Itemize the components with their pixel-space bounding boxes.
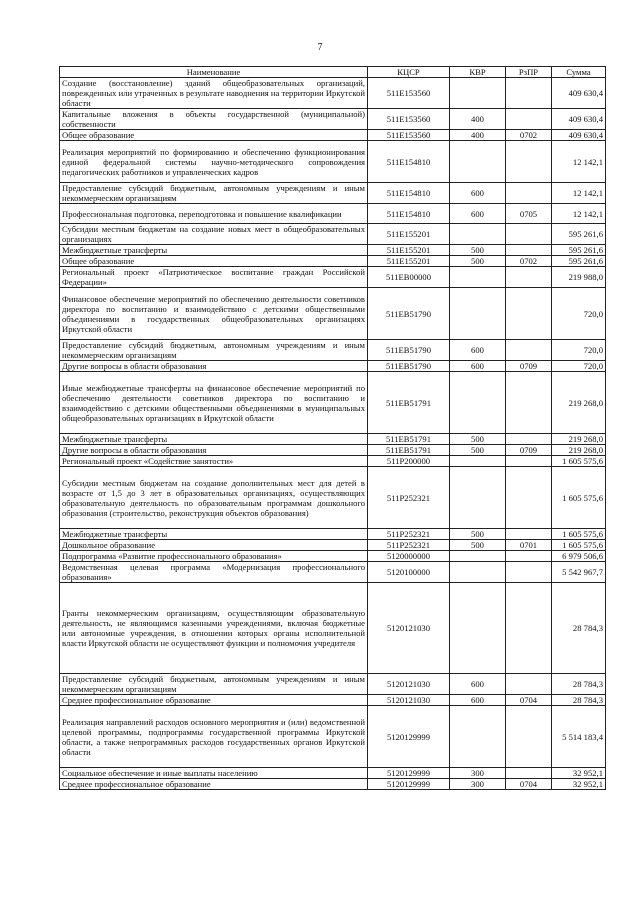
- row-sum: 595 261,6: [552, 256, 606, 267]
- row-sum: 720,0: [552, 288, 606, 340]
- row-name: Общее образование: [60, 256, 368, 267]
- table-row: [60, 768, 606, 779]
- table-row: [60, 183, 606, 204]
- row-kcsr: 511P200000: [368, 456, 450, 467]
- row-rzpr: [506, 109, 552, 130]
- row-rzpr: [506, 768, 552, 779]
- page-number: 7: [317, 42, 323, 53]
- row-kvr: 300: [450, 779, 506, 790]
- row-name: Другие вопросы в области образования: [60, 445, 368, 456]
- row-name: Межбюджетные трансферты: [60, 434, 368, 445]
- row-kvr: 600: [450, 361, 506, 372]
- row-name: Предоставление субсидий бюджетным, автономным учреждениям и иным некоммерческим организациям: [60, 183, 368, 204]
- row-rzpr: [506, 529, 552, 540]
- row-kvr: [450, 562, 506, 583]
- row-kvr: [450, 551, 506, 562]
- row-sum: 28 784,3: [552, 583, 606, 674]
- row-kcsr: 511EB51790: [368, 361, 450, 372]
- row-kvr: 600: [450, 340, 506, 361]
- row-sum: 12 142,1: [552, 183, 606, 204]
- row-kvr: 400: [450, 130, 506, 141]
- row-name: Социальное обеспечение и иные выплаты населению: [60, 768, 368, 779]
- row-rzpr: [506, 674, 552, 695]
- row-kcsr: 511P252321: [368, 467, 450, 529]
- row-sum: 720,0: [552, 361, 606, 372]
- header-sum: Сумма: [552, 67, 606, 78]
- row-name: Среднее профессиональное образование: [60, 779, 368, 790]
- row-kcsr: 511EB51791: [368, 445, 450, 456]
- row-rzpr: [506, 288, 552, 340]
- row-name: Профессиональная подготовка, переподготовка и повышение квалификации: [60, 204, 368, 224]
- table-row: [60, 445, 606, 456]
- row-kcsr: 511E154810: [368, 204, 450, 224]
- row-kcsr: 511E155201: [368, 245, 450, 256]
- row-kcsr: 5120129999: [368, 779, 450, 790]
- row-name: Создание (восстановление) зданий общеобразовательных организаций, поврежденных или утраченных в результате наводнения на территории Иркутской области: [60, 78, 368, 109]
- row-kvr: [450, 467, 506, 529]
- header-kcsr: КЦСР: [368, 67, 450, 78]
- table-row: [60, 204, 606, 224]
- row-rzpr: [506, 224, 552, 245]
- row-sum: 219 268,0: [552, 434, 606, 445]
- header-row: [60, 67, 606, 78]
- row-kcsr: 5120129999: [368, 706, 450, 768]
- row-rzpr: 0709: [506, 445, 552, 456]
- row-rzpr: [506, 467, 552, 529]
- row-sum: 5 542 967,7: [552, 562, 606, 583]
- row-kcsr: 511E153560: [368, 78, 450, 109]
- table-row: [60, 361, 606, 372]
- row-rzpr: [506, 456, 552, 467]
- row-kvr: 300: [450, 768, 506, 779]
- row-sum: 6 979 506,6: [552, 551, 606, 562]
- row-sum: 28 784,3: [552, 674, 606, 695]
- row-kvr: 500: [450, 256, 506, 267]
- row-name: Капитальные вложения в объекты государственной (муниципальной) собственности: [60, 109, 368, 130]
- row-kcsr: 511EB51790: [368, 288, 450, 340]
- row-kvr: [450, 267, 506, 288]
- row-kcsr: 511E155201: [368, 224, 450, 245]
- row-kcsr: 511EB51791: [368, 372, 450, 434]
- row-sum: 219 268,0: [552, 372, 606, 434]
- row-rzpr: [506, 340, 552, 361]
- row-kcsr: 511E154810: [368, 183, 450, 204]
- row-kvr: 500: [450, 245, 506, 256]
- row-kcsr: 511EB00000: [368, 267, 450, 288]
- row-rzpr: [506, 183, 552, 204]
- row-rzpr: [506, 562, 552, 583]
- table-row: [60, 540, 606, 551]
- row-sum: 595 261,6: [552, 245, 606, 256]
- row-kcsr: 5120000000: [368, 551, 450, 562]
- row-sum: 219 988,0: [552, 267, 606, 288]
- row-name: Межбюджетные трансферты: [60, 245, 368, 256]
- row-kcsr: 511E155201: [368, 256, 450, 267]
- table-row: [60, 78, 606, 109]
- table-row: [60, 245, 606, 256]
- header-rzpr: РзПР: [506, 67, 552, 78]
- table-body: [60, 78, 606, 790]
- table-row: [60, 224, 606, 245]
- row-name: Региональный проект «Содействие занятости»: [60, 456, 368, 467]
- row-kvr: [450, 372, 506, 434]
- row-rzpr: [506, 141, 552, 183]
- table-row: [60, 130, 606, 141]
- table-row: [60, 467, 606, 529]
- table-row: [60, 141, 606, 183]
- row-name: Подпрограмма «Развитие профессионального образования»: [60, 551, 368, 562]
- row-sum: 12 142,1: [552, 204, 606, 224]
- row-kcsr: 511P252321: [368, 540, 450, 551]
- row-name: Общее образование: [60, 130, 368, 141]
- row-rzpr: [506, 245, 552, 256]
- row-sum: 219 268,0: [552, 445, 606, 456]
- row-kvr: [450, 456, 506, 467]
- row-kcsr: 511E154810: [368, 141, 450, 183]
- row-rzpr: 0701: [506, 540, 552, 551]
- row-rzpr: [506, 372, 552, 434]
- table-row: [60, 288, 606, 340]
- row-kvr: 600: [450, 695, 506, 706]
- table-row: [60, 109, 606, 130]
- row-kcsr: 511E153560: [368, 109, 450, 130]
- row-name: Субсидии местным бюджетам на создание новых мест в общеобразовательных организациях: [60, 224, 368, 245]
- row-kvr: 500: [450, 445, 506, 456]
- row-name: Дошкольное образование: [60, 540, 368, 551]
- row-sum: 1 605 575,6: [552, 456, 606, 467]
- row-kvr: 400: [450, 109, 506, 130]
- table-row: [60, 551, 606, 562]
- row-rzpr: [506, 267, 552, 288]
- table-row: [60, 695, 606, 706]
- row-kcsr: 511E153560: [368, 130, 450, 141]
- row-sum: 409 630,4: [552, 130, 606, 141]
- table-row: [60, 372, 606, 434]
- row-sum: 5 514 183,4: [552, 706, 606, 768]
- row-kvr: [450, 706, 506, 768]
- table-row: [60, 340, 606, 361]
- row-kcsr: 511P252321: [368, 529, 450, 540]
- row-name: Предоставление субсидий бюджетным, автономным учреждениям и иным некоммерческим организациям: [60, 340, 368, 361]
- row-sum: 28 784,3: [552, 695, 606, 706]
- row-kcsr: 5120121030: [368, 674, 450, 695]
- row-sum: 32 952,1: [552, 768, 606, 779]
- header-kvr: КВР: [450, 67, 506, 78]
- row-sum: 409 630,4: [552, 109, 606, 130]
- row-kvr: 500: [450, 529, 506, 540]
- row-rzpr: 0705: [506, 204, 552, 224]
- row-sum: 1 605 575,6: [552, 540, 606, 551]
- row-name: Межбюджетные трансферты: [60, 529, 368, 540]
- row-kcsr: 511EB51791: [368, 434, 450, 445]
- row-kvr: [450, 583, 506, 674]
- row-sum: 32 952,1: [552, 779, 606, 790]
- row-kvr: [450, 78, 506, 109]
- row-kvr: 500: [450, 434, 506, 445]
- budget-table: [59, 66, 606, 790]
- row-name: Иные межбюджетные трансферты на финансовое обеспечение мероприятий по обеспечению деятельности советников директора по воспитанию и взаимодействию с детскими общественными объединениями в муниципальных общеобразовательных организациях в Иркутской области: [60, 372, 368, 434]
- row-sum: 1 605 575,6: [552, 529, 606, 540]
- row-sum: 409 630,4: [552, 78, 606, 109]
- header-name: Наименование: [60, 67, 368, 78]
- row-name: Гранты некоммерческим организациям, осуществляющим образовательную деятельность, не являющимся казенными учреждениями, включая бюджетные или автономные учреждения, в отношении которых органы исполнительной власти Иркутской области не осуществляют функции и полномочия учредителя: [60, 583, 368, 674]
- table-row: [60, 583, 606, 674]
- row-sum: 12 142,1: [552, 141, 606, 183]
- row-kcsr: 511EB51790: [368, 340, 450, 361]
- row-rzpr: 0702: [506, 130, 552, 141]
- row-name: Субсидии местным бюджетам на создание дополнительных мест для детей в возрасте от 1,5 до 3 лет в образовательных организациях, осуществляющих образовательную деятельность по образовательным программам дошкольного образования (строительство, реконструкция объектов образования): [60, 467, 368, 529]
- table-row: [60, 529, 606, 540]
- row-sum: 720,0: [552, 340, 606, 361]
- row-name: Предоставление субсидий бюджетным, автономным учреждениям и иным некоммерческим организациям: [60, 674, 368, 695]
- table-row: [60, 674, 606, 695]
- row-rzpr: 0702: [506, 256, 552, 267]
- row-kvr: 500: [450, 540, 506, 551]
- row-name: Среднее профессиональное образование: [60, 695, 368, 706]
- row-kcsr: 5120129999: [368, 768, 450, 779]
- table-row: [60, 456, 606, 467]
- row-rzpr: 0709: [506, 361, 552, 372]
- table-row: [60, 779, 606, 790]
- row-kvr: [450, 224, 506, 245]
- row-name: Реализация мероприятий по формированию и обеспечению функционирования единой федеральной системы научно-методического сопровождения педагогических работников и управленческих кадров: [60, 141, 368, 183]
- row-name: Другие вопросы в области образования: [60, 361, 368, 372]
- row-rzpr: 0704: [506, 779, 552, 790]
- row-name: Региональный проект «Патриотическое воспитание граждан Российской Федерации»: [60, 267, 368, 288]
- row-rzpr: [506, 583, 552, 674]
- row-rzpr: [506, 551, 552, 562]
- table-row: [60, 706, 606, 768]
- row-sum: 1 605 575,6: [552, 467, 606, 529]
- row-kvr: 600: [450, 204, 506, 224]
- row-name: Ведомственная целевая программа «Модернизация профессионального образования»: [60, 562, 368, 583]
- row-kvr: [450, 141, 506, 183]
- row-kvr: [450, 288, 506, 340]
- row-kcsr: 5120121030: [368, 583, 450, 674]
- table-row: [60, 256, 606, 267]
- row-rzpr: [506, 706, 552, 768]
- table-row: [60, 434, 606, 445]
- row-kvr: 600: [450, 674, 506, 695]
- row-rzpr: 0704: [506, 695, 552, 706]
- row-kcsr: 5120121030: [368, 695, 450, 706]
- table-row: [60, 267, 606, 288]
- row-name: Реализация направлений расходов основного мероприятия и (или) ведомственной целевой программы, подпрограммы государственной программы Иркутской области, а также непрограммных расходов государственных органов Иркутской области: [60, 706, 368, 768]
- table-row: [60, 562, 606, 583]
- row-name: Финансовое обеспечение мероприятий по обеспечению деятельности советников директора по воспитанию и взаимодействию с детскими общественными объединениями в государственных общеобразовательных организациях Иркутской области: [60, 288, 368, 340]
- row-kvr: 600: [450, 183, 506, 204]
- row-kcsr: 5120100000: [368, 562, 450, 583]
- row-rzpr: [506, 78, 552, 109]
- row-rzpr: [506, 434, 552, 445]
- row-sum: 595 261,6: [552, 224, 606, 245]
